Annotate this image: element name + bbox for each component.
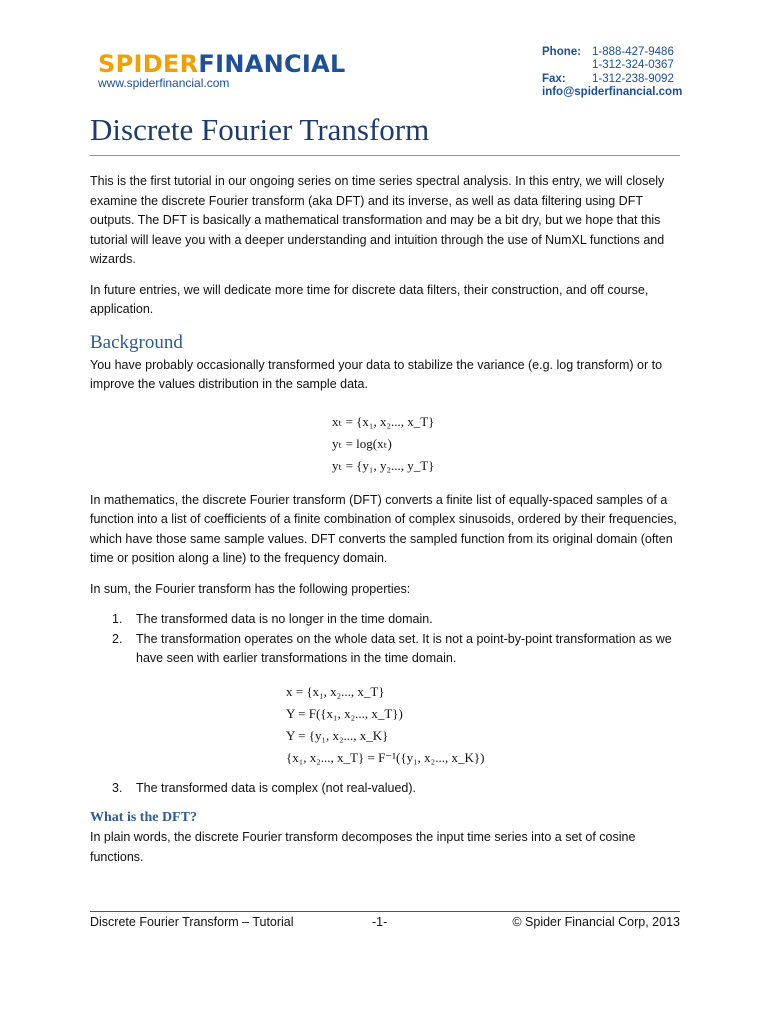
equation-line: xₜ = {x₁, x₂..., x_T} <box>332 413 435 429</box>
background-paragraph-1: You have probably occasionally transformed your data to stabilize the variance (e.g. log transform) or to improve the values distribution in the sample data. <box>90 357 663 391</box>
phone-label: Phone: <box>542 46 581 58</box>
logo-spider: SPIDER <box>98 50 199 78</box>
list-item: 3. The transformed data is complex (not real-valued). <box>112 780 416 795</box>
background-heading: Background <box>90 331 183 353</box>
fax-label: Fax: <box>542 72 566 85</box>
contact-email: info@spiderfinancial.com <box>542 86 683 99</box>
list-item: 2. The transformation operates on the whole data set. It is not a point-by-point transformation as we have seen with earlier transformations in the time domain. <box>112 631 672 665</box>
footer-doc-title: Discrete Fourier Transform – Tutorial <box>90 915 294 929</box>
equation-block-2 <box>286 681 680 769</box>
spider-financial-logo <box>98 50 346 90</box>
intro-paragraph-1: This is the first tutorial in our ongoing series on time series spectral analysis. In this entry, we will closely examine the discrete Fourier transform (aka DFT) and its inverse, as well as data filtering using DFT outputs. The DFT is basically a mathematical transformation and may be a bit dry, but we hope that this tutorial will leave you with a deeper understanding and intuition through the use of NumXL functions and wizards. <box>90 174 665 266</box>
equation-line: Y = F({x₁, x₂..., x_T}) <box>286 705 403 721</box>
phone-number-1: 1-888-427-9486 <box>592 46 674 58</box>
background-paragraph-3: In sum, the Fourier transform has the following properties: <box>90 581 411 596</box>
properties-list <box>90 610 680 669</box>
footer-copyright: © Spider Financial Corp, 2013 <box>512 915 680 929</box>
what-is-dft-heading: What is the DFT? <box>90 810 197 825</box>
equation-line: yₜ = {y₁, y₂..., y_T} <box>332 457 435 473</box>
company-url: www.spiderfinancial.com <box>98 76 230 90</box>
document-title: Discrete Fourier Transform <box>90 112 430 147</box>
background-paragraph-2: In mathematics, the discrete Fourier transform (DFT) converts a finite list of equally-spaced samples of a function into a list of coefficients of a finite combination of complex sinusoids, ordered by their frequencies, which have those same sample values. DFT converts the sampled function from its original domain (often time or position along a line) to the frequency domain. <box>90 492 677 565</box>
page-header <box>90 44 683 114</box>
equation-line: Y = {y₁, x₂..., x_K} <box>286 727 389 743</box>
equation-block-1 <box>332 411 680 477</box>
intro-paragraph-2: In future entries, we will dedicate more time for discrete data filters, their construction, and off course, application. <box>90 282 649 316</box>
properties-list-continued <box>90 779 680 799</box>
footer-divider <box>90 911 680 912</box>
phone-number-2: 1-312-324-0367 <box>592 59 674 72</box>
equation-line: {x₁, x₂..., x_T} = F⁻¹({y₁, x₂..., x_K}) <box>286 749 485 765</box>
fax-number: 1-312-238-9092 <box>592 72 674 85</box>
logo-wordmark <box>98 50 346 78</box>
page-number: -1- <box>372 915 388 929</box>
equation-line: yₜ = log(xₜ) <box>332 435 392 451</box>
dft-paragraph-1: In plain words, the discrete Fourier transform decomposes the input time series into a set of cosine functions. <box>90 830 636 864</box>
document-body <box>90 172 680 867</box>
contact-block <box>542 46 682 100</box>
title-divider <box>90 155 680 156</box>
equation-line: x = {x₁, x₂..., x_T} <box>286 683 385 699</box>
list-item: 1. The transformed data is no longer in the time domain. <box>112 612 433 626</box>
logo-financial: FINANCIAL <box>198 50 346 78</box>
